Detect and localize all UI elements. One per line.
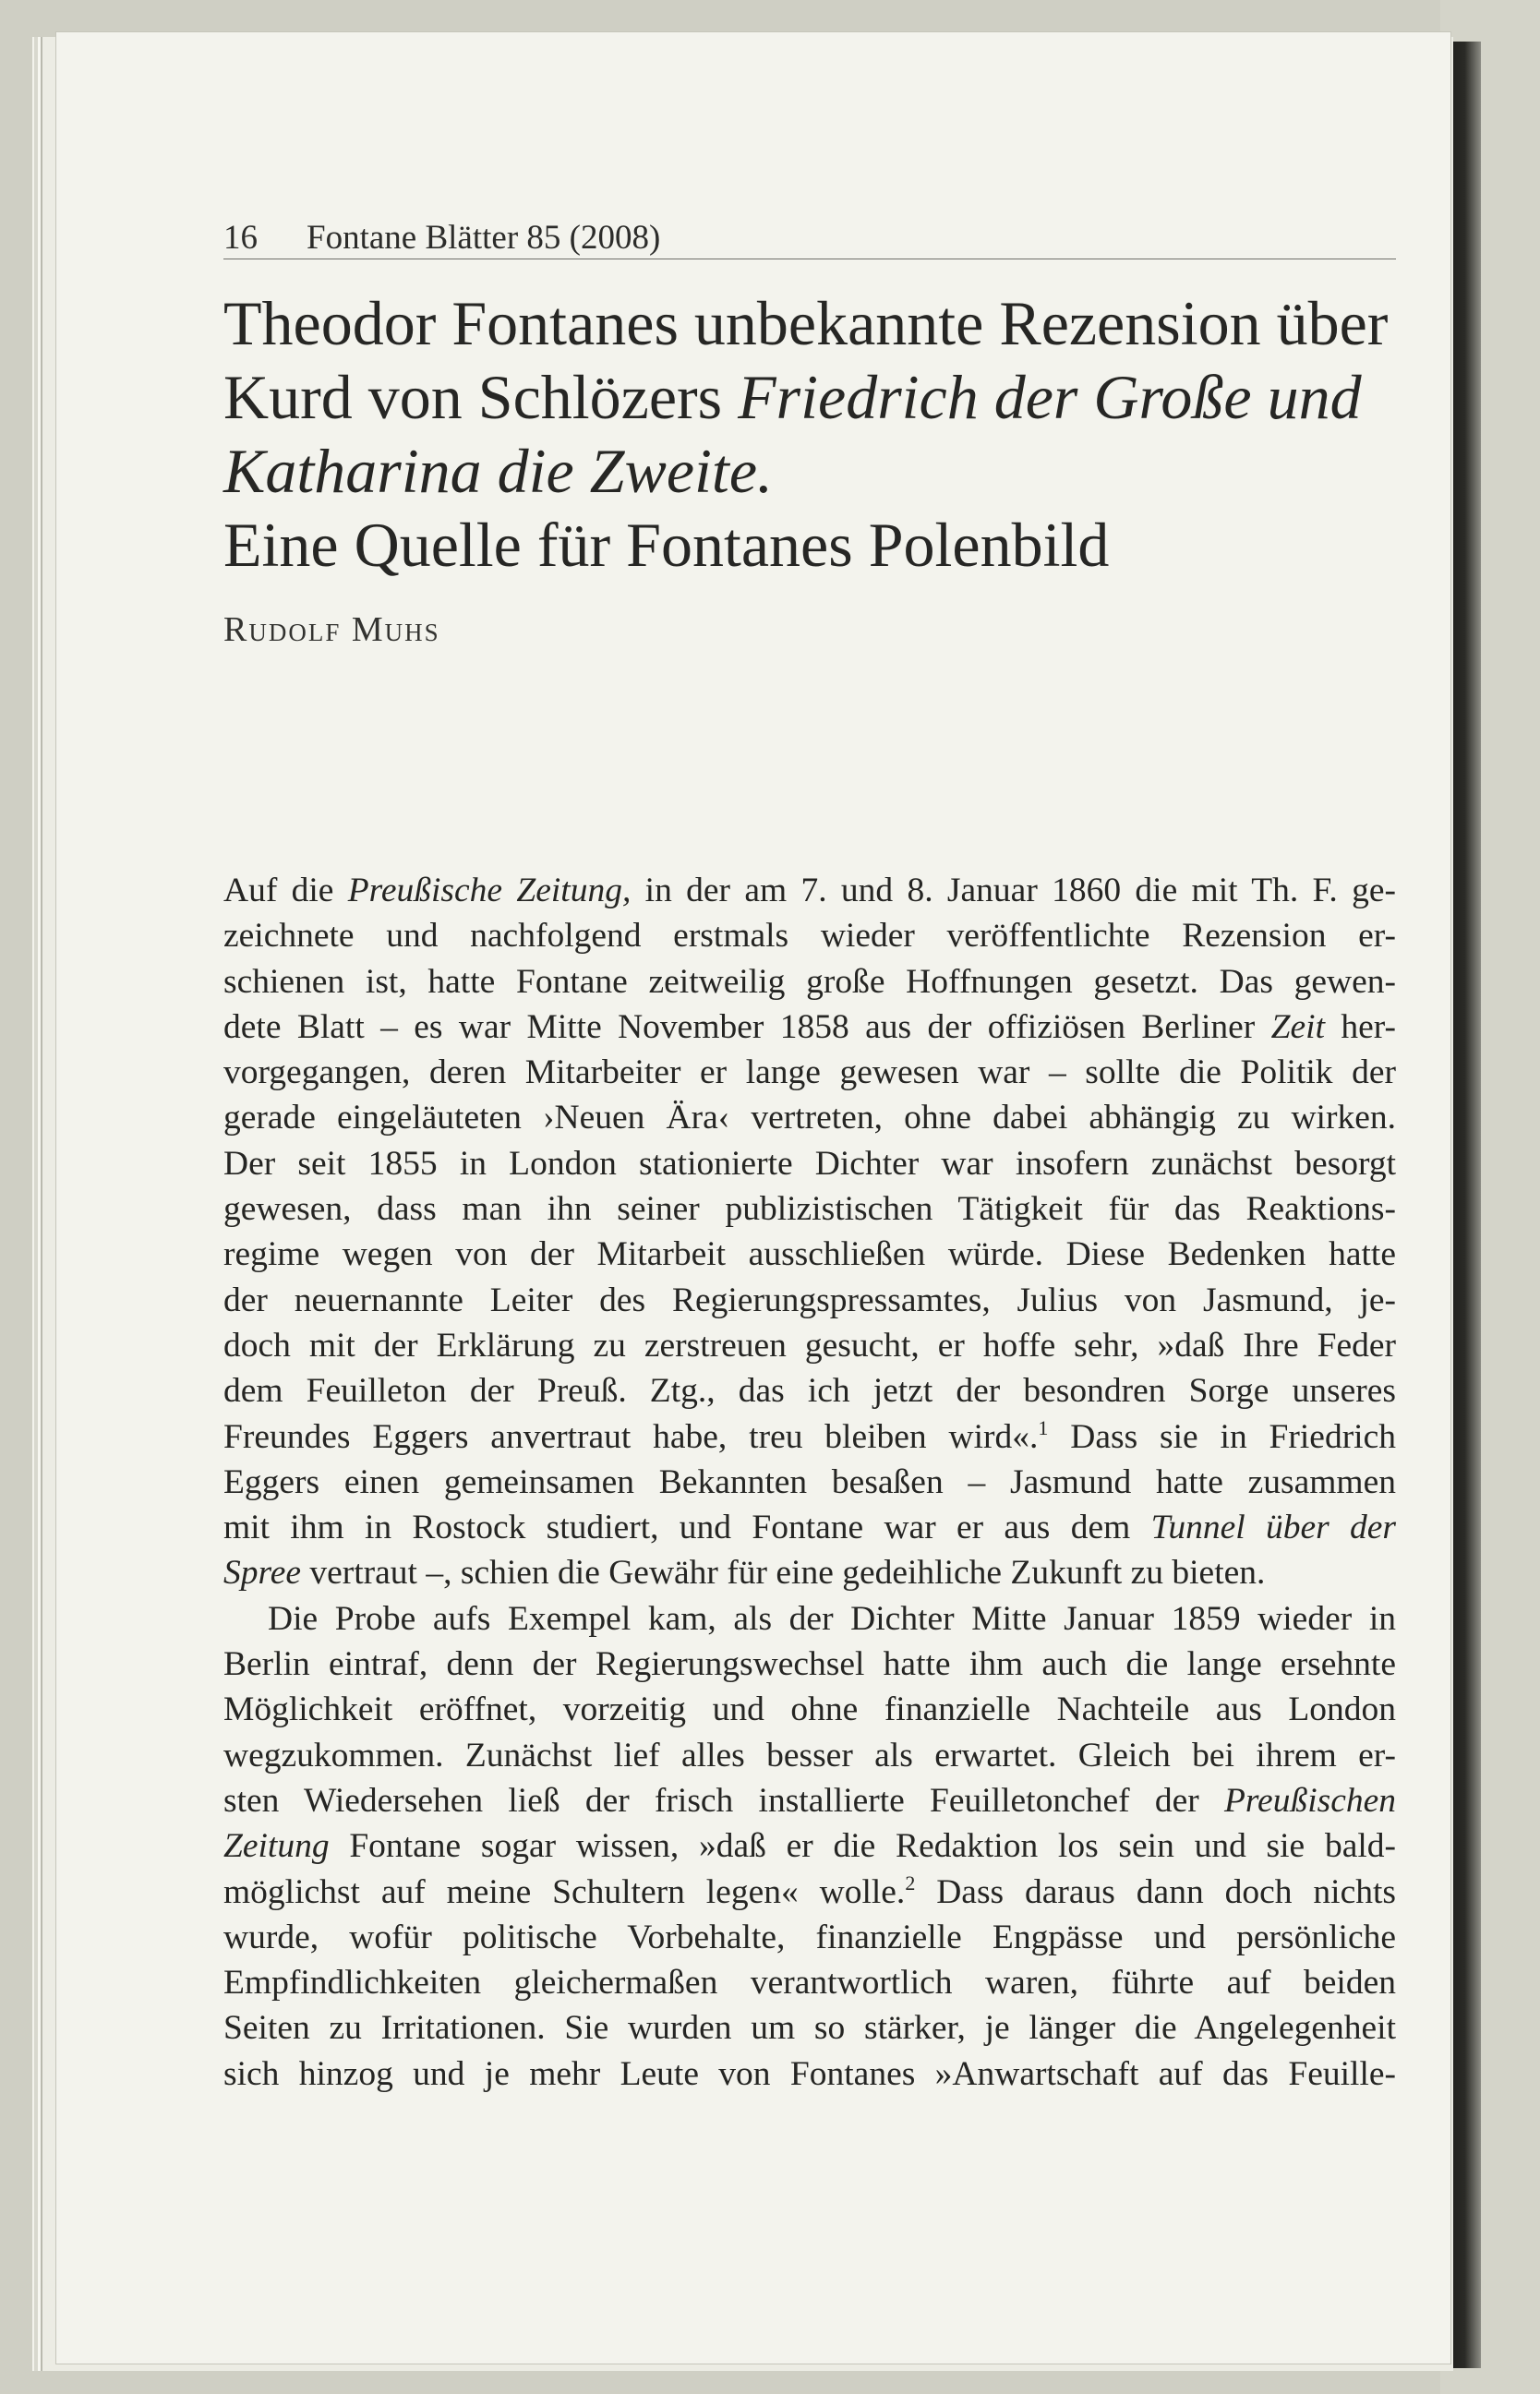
footnote-marker: 2: [905, 1871, 916, 1895]
body-line: [223, 1505, 1396, 1550]
body-line: gerade eingeläuteten ›Neuen Ära‹ vertreten, ohne dabei abhängig zu wirken.: [223, 1099, 1396, 1137]
body-line: [223, 868, 1396, 913]
title-line-2-italic: Friedrich der Große und: [738, 362, 1362, 432]
text-span: sten Wiedersehen ließ der frisch installierte Feuilletonchef der: [223, 1781, 1224, 1820]
article-title: [223, 286, 1405, 582]
italic-span: Preußischen: [1223, 1781, 1396, 1820]
italic-span: Tunnel über der: [1150, 1509, 1397, 1547]
text-span: vertraut –, schien die Gewähr für eine gedeihliche Zukunft zu bieten.: [301, 1554, 1266, 1593]
title-line-3: [223, 434, 1405, 508]
text-span: Auf die: [223, 872, 348, 909]
body-line: [223, 1823, 1396, 1869]
text-span: her-: [1325, 1007, 1396, 1046]
journal-citation: Fontane Blätter 85 (2008): [307, 219, 661, 257]
body-line: der neuernannte Leiter des Regierungspressamtes, Julius von Jasmund, je-: [223, 1281, 1396, 1319]
body-line: zeichnete und nachfolgend erstmals wieder veröffentlichte Rezension er-: [223, 917, 1396, 956]
italic-span: Preußische Zeitung,: [347, 872, 632, 909]
body-line: wurde, wofür politische Vorbehalte, finanzielle Engpässe und persönliche: [223, 1918, 1396, 1956]
body-line: vorgegangen, deren Mitarbeiter er lange gewesen war – sollte die Politik der: [223, 1053, 1396, 1092]
body-line: gewesen, dass man ihn seiner publizistischen Tätigkeit für das Reaktions-: [223, 1190, 1396, 1229]
body-line: schienen ist, hatte Fontane zeitweilig große Hoffnungen gesetzt. Das gewen-: [223, 962, 1396, 1001]
italic-span: Spree: [223, 1554, 301, 1593]
body-line: Der seit 1855 in London stationierte Dichter war insofern zunächst besorgt: [223, 1144, 1396, 1183]
title-line-1: Theodor Fontanes unbekannte Rezension über: [223, 288, 1389, 358]
body-line: doch mit der Erklärung zu zerstreuen gesucht, er hoffe sehr, »daß Ihre Feder: [223, 1326, 1396, 1365]
body-line: Möglichkeit eröffnet, vorzeitig und ohne finanzielle Nachteile aus London: [223, 1690, 1396, 1729]
text-span: dete Blatt – es war Mitte November 1858 aus der offiziösen Berliner: [223, 1007, 1271, 1046]
author-name: Rudolf Muhs: [223, 610, 440, 649]
body-line: [223, 1005, 1396, 1050]
title-line-2-text: Kurd von Schlözers: [223, 362, 739, 432]
footnote-marker: 1: [1038, 1415, 1049, 1439]
page-number: 16: [223, 219, 258, 257]
body-line: Empfindlichkeiten gleichermaßen verantwortlich waren, führte auf beiden: [223, 1964, 1396, 2003]
text-span: Freundes Eggers anvertraut habe, treu bleiben wird«.: [223, 1417, 1039, 1456]
body-line: [223, 1414, 1396, 1460]
title-line-3-italic: Katharina die Zweite.: [223, 436, 773, 506]
running-header: [223, 212, 1396, 259]
body-line: [223, 1550, 1396, 1595]
body-line: dem Feuilleton der Preuß. Ztg., das ich jetzt der besondren Sorge unseres: [223, 1372, 1396, 1411]
italic-span: Zeitung: [223, 1827, 330, 1866]
article-body: [223, 868, 1396, 2097]
italic-span: Zeit: [1270, 1007, 1325, 1046]
title-line-2: [223, 360, 1405, 434]
body-line: sich hinzog und je mehr Leute von Fontanes »Anwartschaft auf das Feuille-: [223, 2054, 1396, 2093]
body-line: Berlin eintraf, denn der Regierungswechsel hatte ihm auch die lange ersehnte: [223, 1645, 1396, 1684]
body-line: regime wegen von der Mitarbeit ausschließen würde. Diese Bedenken hatte: [223, 1235, 1396, 1274]
text-span: Fontane sogar wissen, »daß er die Redaktion los sein und sie bald-: [329, 1827, 1396, 1866]
text-span: in der am 7. und 8. Januar 1860 die mit Th. F. ge-: [631, 872, 1396, 909]
text-span: Dass daraus dann doch nichts: [915, 1872, 1396, 1911]
body-line: wegzukommen. Zunächst lief alles besser als erwartet. Gleich bei ihrem er-: [223, 1736, 1396, 1774]
text-span: Dass sie in Friedrich: [1048, 1417, 1396, 1456]
body-line: [223, 1870, 1396, 1915]
body-line: Eggers einen gemeinsamen Bekannten besaßen – Jasmund hatte zusammen: [223, 1462, 1396, 1501]
body-line: Die Probe aufs Exempel kam, als der Dichter Mitte Januar 1859 wieder in: [268, 1599, 1396, 1638]
body-line: Seiten zu Irritationen. Sie wurden um so stärker, je länger die Angelegenheit: [223, 2009, 1396, 2048]
title-line-4: Eine Quelle für Fontanes Polenbild: [223, 510, 1110, 580]
body-line: [223, 1778, 1396, 1823]
text-span: möglichst auf meine Schultern legen« wolle.: [223, 1872, 906, 1911]
text-span: mit ihm in Rostock studiert, und Fontane war er aus dem: [223, 1509, 1151, 1547]
